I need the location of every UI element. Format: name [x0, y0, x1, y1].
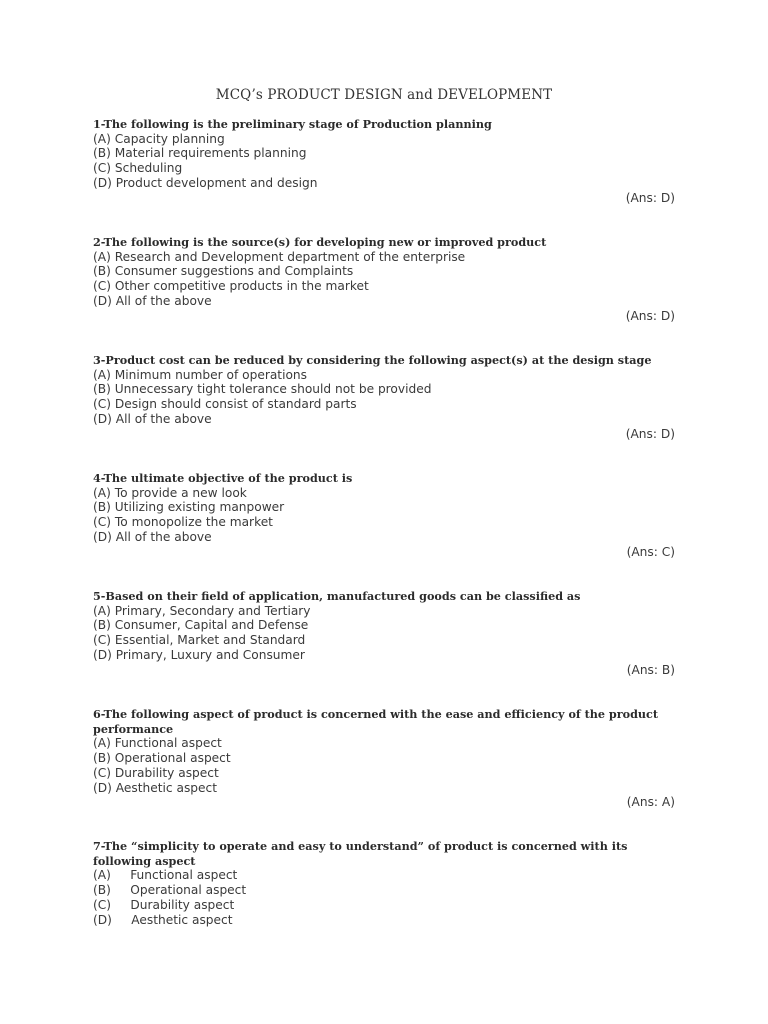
- option-a: (A) Primary, Secondary and Tertiary: [93, 603, 311, 618]
- option-d: (D) Primary, Luxury and Consumer: [93, 647, 305, 662]
- option-c: (C) To monopolize the market: [93, 515, 273, 530]
- option-list: [93, 736, 683, 795]
- answer-label: (Ans: C): [626, 544, 675, 559]
- answer-label: (Ans: A): [626, 795, 675, 810]
- option-c: (C) Design should consist of standard parts: [93, 397, 357, 412]
- answer-label: (Ans: D): [625, 426, 675, 441]
- question-5: [93, 589, 683, 678]
- question-6: [93, 707, 683, 810]
- option-b: (B) Utilizing existing manpower: [93, 500, 285, 515]
- option-a: (A) Capacity planning: [93, 131, 225, 146]
- option-b: (B) Material requirements planning: [93, 146, 307, 161]
- question-1: [93, 117, 683, 206]
- option-b: (B) Operational aspect: [93, 750, 231, 765]
- option-c: (C) Durability aspect: [93, 897, 235, 912]
- option-list: [93, 868, 683, 927]
- option-d: (D) All of the above: [93, 411, 212, 426]
- option-b: (B) Unnecessary tight tolerance should not be provided: [93, 382, 432, 397]
- option-d: (D) All of the above: [93, 529, 212, 544]
- question-3: [93, 353, 683, 442]
- option-b: (B) Operational aspect: [93, 882, 247, 897]
- option-c: (C) Other competitive products in the market: [93, 279, 369, 294]
- option-list: [93, 604, 683, 663]
- question-text: 6-The following aspect of product is concerned with the ease and efficiency of the product performance: [93, 707, 659, 736]
- question-4: [93, 471, 683, 560]
- option-a: (A) To provide a new look: [93, 485, 247, 500]
- option-c: (C) Essential, Market and Standard: [93, 633, 306, 648]
- option-c: (C) Durability aspect: [93, 765, 219, 780]
- option-list: [93, 486, 683, 545]
- document-title: MCQ’s PRODUCT DESIGN and DEVELOPMENT: [215, 87, 553, 103]
- option-c: (C) Scheduling: [93, 161, 183, 176]
- option-list: [93, 368, 683, 427]
- question-text: 4-The ultimate objective of the product is: [93, 471, 353, 485]
- option-a: (A) Functional aspect: [93, 736, 222, 751]
- option-b: (B) Consumer suggestions and Complaints: [93, 264, 354, 279]
- answer-label: (Ans: B): [626, 662, 675, 677]
- question-7: [93, 839, 683, 927]
- option-a: (A) Functional aspect: [93, 868, 238, 883]
- option-a: (A) Minimum number of operations: [93, 367, 308, 382]
- option-d: (D) Aesthetic aspect: [93, 912, 233, 927]
- option-list: [93, 250, 683, 309]
- option-b: (B) Consumer, Capital and Defense: [93, 618, 309, 633]
- option-d: (D) All of the above: [93, 293, 212, 308]
- option-d: (D) Aesthetic aspect: [93, 780, 218, 795]
- question-text: 2-The following is the source(s) for developing new or improved product: [93, 235, 547, 249]
- option-list: [93, 132, 683, 191]
- question-text: 7-The “simplicity to operate and easy to understand” of product is concerned with its following aspect: [93, 839, 628, 868]
- option-d: (D) Product development and design: [93, 175, 318, 190]
- question-text: 3-Product cost can be reduced by considering the following aspect(s) at the design stage: [93, 353, 652, 367]
- question-text: 1-The following is the preliminary stage of Production planning: [93, 117, 492, 131]
- answer-label: (Ans: D): [625, 190, 675, 205]
- question-2: [93, 235, 683, 324]
- option-a: (A) Research and Development department of the enterprise: [93, 249, 466, 264]
- question-text: 5-Based on their field of application, manufactured goods can be classified as: [93, 589, 581, 603]
- answer-label: (Ans: D): [625, 308, 675, 323]
